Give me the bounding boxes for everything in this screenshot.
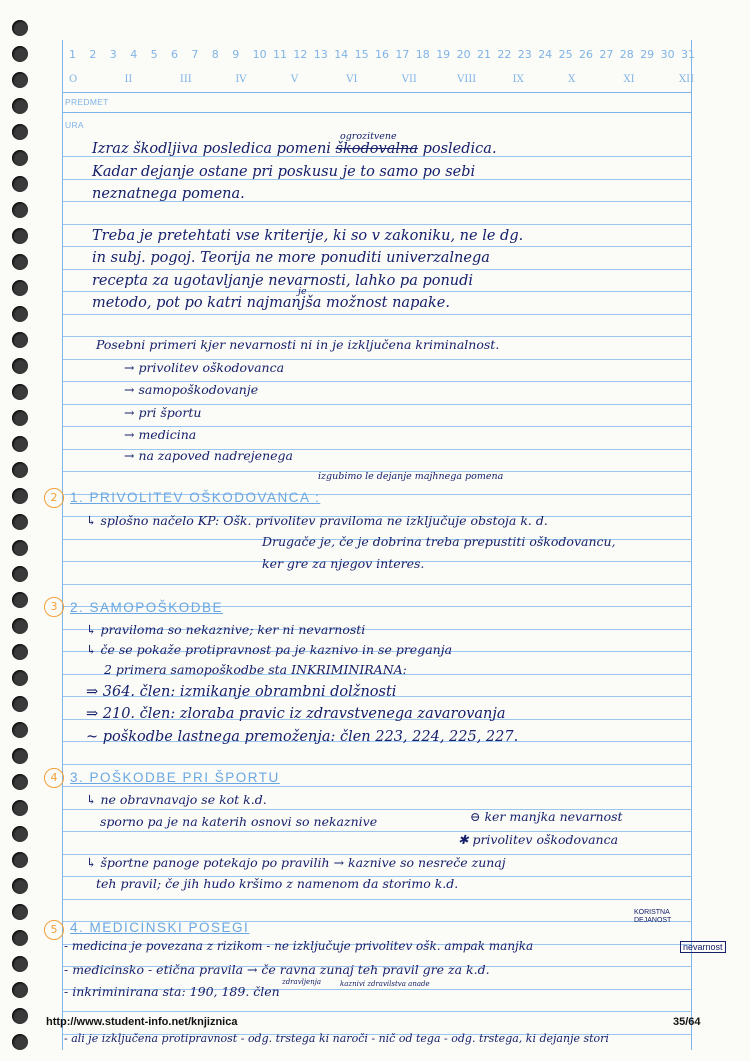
ruled-line [63, 246, 691, 247]
s5-boxed-word: nevarnost [680, 941, 726, 953]
s2-line-1: ↳ splošno načelo KP: Ošk. privolitev praviloma ne izključuje obstoja k. d. [86, 513, 548, 528]
binder-hole [12, 462, 28, 478]
binder-hole [12, 878, 28, 894]
ruled-line [63, 291, 691, 292]
binder-hole [12, 722, 28, 738]
s4-line-6: teh pravil; če jih hudo kršimo z namenom da storimo k.d. [96, 876, 459, 891]
hw-line-2: Kadar dejanje ostane pri poskusu je to samo po sebi [92, 164, 476, 180]
section-3-circle: 3 [44, 597, 64, 617]
ruled-line [63, 224, 691, 225]
month-label: II [124, 74, 133, 85]
binder-hole [12, 618, 28, 634]
ruled-line [63, 764, 691, 765]
section-2-title: 1. PRIVOLITEV OŠKODOVANCA : [70, 490, 321, 505]
hw-line-7-insert: je [298, 286, 307, 297]
header-divider [63, 92, 691, 93]
hw-small-note: izgubimo le dejanje majhnega pomena [318, 471, 504, 482]
binder-hole [12, 774, 28, 790]
s4-line-3: ⊖ ker manjka nevarnost [470, 809, 623, 824]
binder-hole [12, 280, 28, 296]
month-label: IV [235, 74, 247, 85]
month-label: IX [512, 74, 524, 85]
day-number: 25 [558, 48, 573, 61]
binder-hole [12, 852, 28, 868]
binder-hole [12, 566, 28, 582]
day-number: 20 [456, 48, 471, 61]
footer-page-number: 35/64 [673, 1016, 701, 1028]
day-number: 8 [211, 48, 219, 61]
bullet-zapoved: → na zapoved nadrejenega [124, 448, 293, 463]
s4-line-1: ↳ ne obravnavajo se kot k.d. [86, 792, 267, 807]
day-number: 22 [497, 48, 512, 61]
day-number: 31 [681, 48, 695, 61]
binder-hole [12, 1034, 28, 1050]
binder-hole [12, 150, 28, 166]
binder-hole [12, 696, 28, 712]
footer-source-link[interactable]: http://www.student-info.net/knjiznica [46, 1016, 238, 1028]
s5-line-1: - medicina je povezana z rizikom - ne izključuje privolitev ošk. ampak manjka [64, 939, 534, 953]
section-3-title: 2. SAMOPOŠKODBE [70, 600, 224, 615]
binder-hole [12, 358, 28, 374]
day-number: 24 [538, 48, 553, 61]
ruled-line [63, 584, 691, 585]
binder-hole [12, 306, 28, 322]
day-number: 5 [150, 48, 158, 61]
s5-line-2: - medicinsko - etična pravila → če ravna zunaj teh pravil gre za k.d. [64, 962, 490, 977]
binder-hole [12, 410, 28, 426]
binder-hole [12, 748, 28, 764]
hw-line-7a: metodo, pot po katri [92, 295, 243, 311]
binder-hole [12, 254, 28, 270]
day-number: 10 [252, 48, 267, 61]
hw-line-7b: najmanjša možnost napake. [246, 295, 450, 311]
predmet-divider [63, 112, 691, 113]
day-number: 26 [579, 48, 593, 61]
binder-hole [12, 514, 28, 530]
hw-line-7 [92, 295, 450, 311]
binder-hole [12, 800, 28, 816]
s5-small-note-1: zdravljenja [282, 978, 322, 986]
month-label: XI [623, 74, 635, 85]
day-number: 7 [191, 48, 199, 61]
s3-line-4: ⇒ 364. člen: izmikanje obrambni dolžnosti [86, 684, 397, 700]
binder-hole [12, 72, 28, 88]
binder-hole [12, 384, 28, 400]
section-5-circle: 5 [44, 920, 64, 940]
bullet-sport: → pri športu [124, 405, 202, 420]
day-number-row [63, 48, 695, 66]
day-number: 14 [334, 48, 349, 61]
section-4-title: 3. POŠKODBE PRI ŠPORTU [70, 770, 280, 785]
month-label: VI [346, 74, 358, 85]
bullet-samoposkodovanje: → samopoškodovanje [124, 382, 259, 397]
month-label: III [179, 74, 192, 85]
day-number: 27 [599, 48, 614, 61]
s4-line-2: sporno pa je na katerih osnovi so nekaznive [100, 814, 378, 829]
predmet-label: PREDMET [65, 97, 109, 107]
s4-line-4: ✱ privolitev oškodovanca [458, 832, 619, 847]
binder-hole [12, 228, 28, 244]
day-number: 12 [293, 48, 308, 61]
hw-line-8: Posebni primeri kjer nevarnosti ni in je izključena kriminalnost. [96, 337, 500, 352]
hw-line-4: Treba je pretehtati vse kriterije, ki so v zakoniku, ne le dg. [92, 228, 524, 244]
hw-line-5: in subj. pogoj. Teorija ne more ponuditi univerzalnega [92, 250, 490, 266]
day-number: 2 [89, 48, 97, 61]
s2-line-3: ker gre za njegov interes. [262, 556, 425, 571]
hw-line-6: recepta za ugotavljanje nevarnosti, lahko pa ponudi [92, 273, 474, 289]
binder-hole [12, 1008, 28, 1024]
bullet-privolitev: → privolitev oškodovanca [124, 360, 285, 375]
hw-line-1-end: posledica. [422, 141, 497, 157]
section-5-title: 4. MEDICINSKI POSEGI [70, 920, 250, 935]
day-number: 17 [395, 48, 410, 61]
day-number: 16 [375, 48, 389, 61]
ruled-line [63, 899, 691, 900]
bullet-medicina: → medicina [124, 427, 197, 442]
handwritten-insert-above: ogrozitvene [340, 131, 397, 142]
month-label: VII [401, 74, 417, 85]
ruled-line [63, 269, 691, 270]
binder-hole [12, 488, 28, 504]
ruled-line [63, 1011, 691, 1012]
day-number: 15 [354, 48, 369, 61]
binder-hole [12, 956, 28, 972]
day-number: 11 [273, 48, 287, 61]
ruled-line [63, 786, 691, 787]
section-2-circle: 2 [44, 488, 64, 508]
month-label: VIII [457, 74, 477, 85]
day-number: 28 [619, 48, 634, 61]
day-number: 30 [660, 48, 675, 61]
s3-line-6: ~ poškodbe lastnega premoženja: člen 223, 224, 225, 227. [86, 729, 519, 745]
binder-hole [12, 124, 28, 140]
binder-hole [12, 826, 28, 842]
s2-line-2: Drugače je, če je dobrina treba prepustiti oškodovancu, [262, 534, 616, 549]
s3-line-5: ⇒ 210. člen: zloraba pravic iz zdravstvenega zavarovanja [86, 706, 506, 722]
binder-hole [12, 46, 28, 62]
binder-hole [12, 20, 28, 36]
day-number: 29 [640, 48, 655, 61]
s5-line-3: - inkriminirana sta: 190, 189. člen [64, 984, 280, 999]
day-number: 1 [69, 48, 76, 61]
month-label: XII [679, 74, 695, 85]
day-number: 3 [109, 48, 117, 61]
binder-holes [12, 20, 34, 1055]
day-number: 4 [130, 48, 138, 61]
hw-line-1 [92, 141, 497, 157]
s5-line-4: - ali je izključena protipravnost - odg. trstega ki naroči - nič od tega - odg. trstega, ki dejanje stori [64, 1032, 609, 1045]
s5-boxed-note: KORISTNA DEJANOST [634, 909, 672, 924]
day-number: 18 [415, 48, 430, 61]
day-number: 13 [313, 48, 328, 61]
binder-hole [12, 904, 28, 920]
day-number: 21 [477, 48, 491, 61]
month-label: O [69, 74, 78, 85]
day-number: 23 [517, 48, 532, 61]
ura-label: URA [65, 120, 84, 130]
binder-hole [12, 176, 28, 192]
month-row [63, 74, 695, 90]
binder-hole [12, 332, 28, 348]
day-number: 19 [436, 48, 451, 61]
ruled-line [63, 314, 691, 315]
hw-line-1-struck: škodovalna [335, 141, 418, 157]
s4-line-5: ↳ športne panoge potekajo po pravilih → kaznive so nesreče zunaj [86, 855, 506, 870]
binder-hole [12, 202, 28, 218]
binder-hole [12, 644, 28, 660]
section-4-circle: 4 [44, 768, 64, 788]
binder-hole [12, 592, 28, 608]
binder-hole [12, 670, 28, 686]
hw-line-1-text: Izraz škodljiva posledica pomeni [92, 141, 331, 157]
binder-hole [12, 982, 28, 998]
day-number: 9 [232, 48, 240, 61]
binder-hole [12, 98, 28, 114]
binder-hole [12, 540, 28, 556]
binder-hole [12, 436, 28, 452]
s3-line-2: ↳ če se pokaže protipravnost pa je kaznivo in se preganja [86, 642, 453, 657]
s3-line-1: ↳ praviloma so nekaznive; ker ni nevarnosti [86, 622, 366, 637]
day-number: 6 [171, 48, 178, 61]
month-label: X [568, 74, 576, 85]
s3-line-3: 2 primera samopoškodbe sta INKRIMINIRANA: [104, 662, 407, 677]
binder-hole [12, 930, 28, 946]
hw-line-3: neznatnega pomena. [92, 186, 245, 202]
month-label: V [290, 74, 299, 85]
s5-small-note-2: kaznivi zdravilstva anade [340, 980, 430, 988]
